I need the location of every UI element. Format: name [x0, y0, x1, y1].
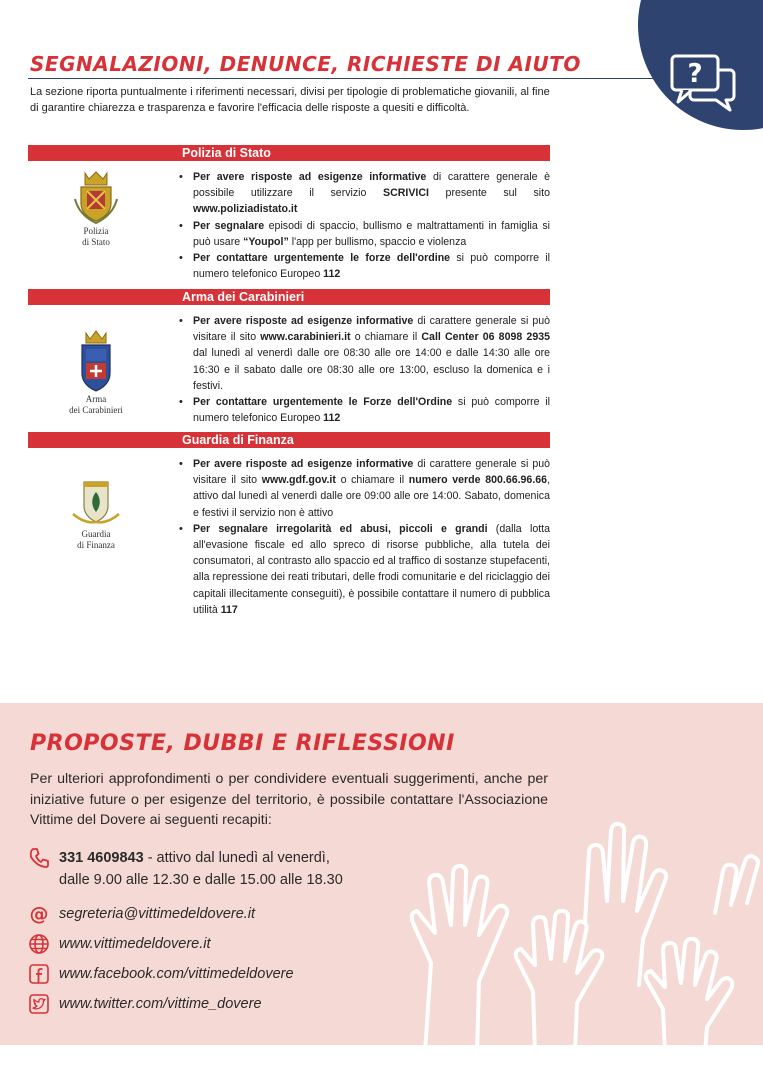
- question-chat-icon: [668, 52, 738, 114]
- svg-text:@: @: [29, 903, 49, 925]
- carabinieri-emblem-icon: [76, 329, 116, 393]
- list-item: • Per avere risposte ad esigenze informative di carattere generale si può visitare il sito www.gdf.gov.it o chiamare il numero verde 800.66.96.66, attivo dal lunedì al venerdì dalle ore 09:00 alle ore 14:00. Sabato, domenica e festivi il servizio non è attivo: [176, 456, 550, 521]
- contact-twitter: [28, 993, 262, 1015]
- proposals-section: [0, 703, 763, 1045]
- phone-icon: [28, 847, 50, 869]
- proposals-title: PROPOSTE, DUBBI E RIFLESSIONI: [30, 731, 455, 756]
- agency-info-list: [176, 169, 550, 282]
- section-title: SEGNALAZIONI, DENUNCE, RICHIESTE DI AIUTO: [30, 52, 581, 76]
- logo-caption: Arma: [85, 394, 107, 404]
- phone-number[interactable]: 331 4609843: [59, 850, 144, 866]
- phone-availability: - attivo dal lunedì al venerdì,: [143, 850, 330, 866]
- logo-caption: dei Carabinieri: [69, 405, 123, 415]
- guardia-finanza-logo: [28, 478, 164, 550]
- list-item: • Per contattare urgentemente le forze dell'ordine si può comporre il numero telefonico Europeo 112: [176, 250, 550, 282]
- phone-hours: dalle 9.00 alle 12.30 e dalle 15.00 alle 18.30: [59, 872, 343, 888]
- polizia-emblem-icon: [73, 169, 119, 225]
- contact-email: [28, 903, 255, 925]
- facebook-link[interactable]: www.facebook.com/vittimedeldovere: [59, 966, 294, 982]
- agency-info-list: [176, 456, 550, 618]
- proposals-text: Per ulteriori approfondimenti o per condividere eventuali suggerimenti, anche per iniziative future o per esigenze del territorio, è possibile contattare l'Associazione Vittime del Dovere ai seguenti recapiti:: [30, 771, 548, 828]
- contact-website: [28, 933, 211, 955]
- logo-caption: Polizia: [83, 226, 109, 236]
- email-link[interactable]: segreteria@vittimedeldovere.it: [59, 906, 256, 922]
- agency-info-list: [176, 313, 550, 426]
- logo-caption: di Stato: [82, 237, 110, 247]
- carabinieri-logo: [28, 329, 164, 415]
- website-link[interactable]: www.vittimedeldovere.it: [59, 936, 211, 952]
- globe-icon: [28, 933, 50, 955]
- facebook-icon: [28, 963, 50, 985]
- contact-phone: [28, 847, 343, 891]
- agency-guardia-finanza: [28, 432, 551, 616]
- title-divider: [28, 78, 668, 79]
- twitter-icon: [28, 993, 50, 1015]
- at-sign-icon: [28, 903, 50, 925]
- list-item: • Per avere risposte ad esigenze informative di carattere generale si può visitare il sito www.carabinieri.it o chiamare il Call Center 06 8098 2935 dal lunedì al venerdì dalle ore 08:30 alle ore 14:00 e dalle 14:30 alle ore 16:30 e il sabato dalle ore 08:30 alle ore 13:00, escluso la domenica e i festivi.: [176, 313, 550, 394]
- agency-heading: Polizia di Stato: [28, 145, 550, 161]
- twitter-link[interactable]: www.twitter.com/vittime_dovere: [59, 996, 262, 1012]
- agency-heading: Guardia di Finanza: [28, 432, 550, 448]
- logo-caption: di Finanza: [77, 540, 115, 550]
- logo-caption: Guardia: [81, 529, 111, 539]
- agency-carabinieri: [28, 289, 550, 425]
- svg-text:?: ?: [687, 59, 703, 89]
- agency-polizia: [28, 145, 550, 281]
- intro-text: La sezione riporta puntualmente i riferimenti necessari, divisi per tipologie di problematiche giovanili, al fine di garantire chiarezza e trasparenza e favorire l'efficacia delle risposte a quesiti e difficoltà.: [30, 86, 550, 114]
- agency-heading: Arma dei Carabinieri: [28, 289, 550, 305]
- list-item: • Per segnalare episodi di spaccio, bullismo e maltrattamenti in famiglia si può usare “Youpol” l'app per bullismo, spaccio e violenza: [176, 218, 550, 250]
- raised-hands-illustration: [395, 813, 763, 1045]
- list-item: • Per avere risposte ad esigenze informative di carattere generale è possibile utilizzare il servizio SCRIVICI presente sul sito www.poliziadistato.it: [176, 169, 550, 218]
- polizia-logo: [28, 169, 164, 247]
- guardia-finanza-emblem-icon: [71, 478, 121, 528]
- list-item: • Per segnalare irregolarità ed abusi, piccoli e grandi (dalla lotta all'evasione fiscale ed allo spreco di risorse pubbliche, alla tutela dei consumatori, al contrasto allo spaccio ed al traffico di sostanze stupefacenti, alla repressione dei reati tributari, delle frodi comunitarie e del riciclaggio dei capitali illecitamente conseguiti), è possibile contattare il numero di pubblica utilità 117: [176, 521, 550, 618]
- list-item: • Per contattare urgentemente le Forze dell'Ordine si può comporre il numero telefonico Europeo 112: [176, 394, 550, 426]
- contact-facebook: [28, 963, 294, 985]
